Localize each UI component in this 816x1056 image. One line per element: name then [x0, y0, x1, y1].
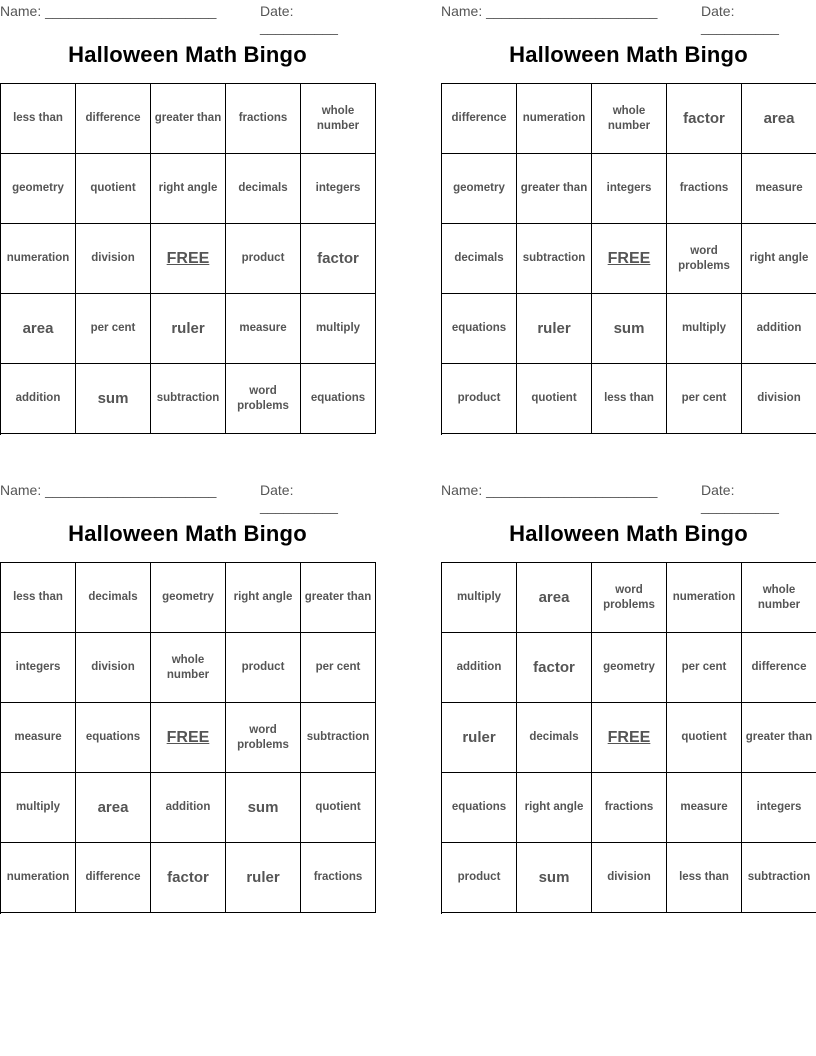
bingo-cell[interactable]: addition [1, 364, 76, 434]
bingo-cell[interactable]: fractions [301, 843, 376, 913]
bingo-cell[interactable]: decimals [76, 563, 151, 633]
name-field[interactable]: Name: ______________________ [441, 482, 658, 498]
bingo-cell[interactable]: less than [592, 364, 667, 434]
bingo-cell[interactable]: quotient [301, 773, 376, 843]
bingo-cell[interactable]: division [592, 843, 667, 913]
bingo-cell[interactable]: integers [1, 633, 76, 703]
bingo-card-3 [0, 479, 375, 919]
bingo-cell[interactable]: geometry [592, 633, 667, 703]
bingo-cell[interactable]: integers [742, 773, 816, 843]
bingo-cell[interactable]: quotient [517, 364, 592, 434]
free-space-cell[interactable]: FREE [151, 224, 226, 294]
bingo-grid [0, 562, 376, 914]
free-space-cell[interactable]: FREE [592, 703, 667, 773]
name-field[interactable]: Name: ______________________ [441, 3, 658, 19]
bingo-cell[interactable]: numeration [1, 224, 76, 294]
name-date-row [441, 482, 816, 514]
bingo-cell[interactable]: ruler [151, 294, 226, 364]
bingo-cell[interactable]: product [226, 224, 301, 294]
bingo-cell[interactable]: numeration [667, 563, 742, 633]
bingo-cell[interactable]: area [517, 563, 592, 633]
bingo-cell[interactable]: greater than [517, 154, 592, 224]
bingo-cell[interactable]: product [442, 364, 517, 434]
bingo-cell[interactable]: right angle [151, 154, 226, 224]
bingo-cell[interactable]: integers [301, 154, 376, 224]
bingo-cell[interactable]: division [76, 224, 151, 294]
bingo-cell[interactable]: geometry [442, 154, 517, 224]
bingo-cell[interactable]: factor [151, 843, 226, 913]
bingo-cell[interactable]: multiply [1, 773, 76, 843]
bingo-cell[interactable]: product [226, 633, 301, 703]
bingo-cell[interactable]: greater than [151, 84, 226, 154]
bingo-cell[interactable]: ruler [226, 843, 301, 913]
bingo-cell[interactable]: integers [592, 154, 667, 224]
bingo-cell[interactable]: subtraction [301, 703, 376, 773]
free-space-cell[interactable]: FREE [592, 224, 667, 294]
bingo-cell[interactable]: product [442, 843, 517, 913]
bingo-cell[interactable]: sum [226, 773, 301, 843]
bingo-cell[interactable]: division [742, 364, 816, 434]
bingo-cell[interactable]: word problems [226, 703, 301, 773]
bingo-cell[interactable]: less than [1, 84, 76, 154]
bingo-cell[interactable]: ruler [517, 294, 592, 364]
bingo-cell[interactable]: greater than [742, 703, 816, 773]
card-title: Halloween Math Bingo [68, 42, 307, 67]
bingo-cell[interactable]: greater than [301, 563, 376, 633]
bingo-cell[interactable]: multiply [442, 563, 517, 633]
bingo-cell[interactable]: factor [301, 224, 376, 294]
bingo-cell[interactable]: difference [742, 633, 816, 703]
bingo-cell[interactable]: numeration [517, 84, 592, 154]
bingo-cell[interactable]: equations [442, 294, 517, 364]
bingo-cell[interactable]: difference [76, 84, 151, 154]
bingo-cell[interactable]: decimals [517, 703, 592, 773]
bingo-cell[interactable]: per cent [667, 633, 742, 703]
bingo-cell[interactable]: word problems [592, 563, 667, 633]
bingo-cell[interactable]: fractions [226, 84, 301, 154]
bingo-cell[interactable]: difference [442, 84, 517, 154]
bingo-cell[interactable]: per cent [667, 364, 742, 434]
bingo-cell[interactable]: subtraction [151, 364, 226, 434]
bingo-grid [441, 83, 816, 435]
bingo-cell[interactable]: right angle [226, 563, 301, 633]
bingo-cell[interactable]: per cent [301, 633, 376, 703]
bingo-cell[interactable]: difference [76, 843, 151, 913]
bingo-cell[interactable]: measure [226, 294, 301, 364]
date-field[interactable]: Date: __________ [260, 482, 338, 514]
bingo-cell[interactable]: geometry [1, 154, 76, 224]
bingo-cell[interactable]: fractions [667, 154, 742, 224]
bingo-cell[interactable]: equations [301, 364, 376, 434]
bingo-cell[interactable]: factor [667, 84, 742, 154]
bingo-card-2 [441, 0, 816, 440]
bingo-cell[interactable]: measure [742, 154, 816, 224]
bingo-card-4 [441, 479, 816, 919]
name-date-row [0, 482, 375, 514]
bingo-cell[interactable]: right angle [742, 224, 816, 294]
bingo-cell[interactable]: per cent [76, 294, 151, 364]
date-field[interactable]: Date: __________ [701, 482, 779, 514]
bingo-cell[interactable]: word problems [226, 364, 301, 434]
bingo-cell[interactable]: quotient [76, 154, 151, 224]
bingo-cell[interactable]: division [76, 633, 151, 703]
bingo-cell[interactable]: whole number [592, 84, 667, 154]
card-title: Halloween Math Bingo [509, 42, 748, 67]
bingo-cell[interactable]: equations [442, 773, 517, 843]
card-title: Halloween Math Bingo [68, 521, 307, 546]
bingo-cell[interactable]: whole number [301, 84, 376, 154]
bingo-cell[interactable]: factor [517, 633, 592, 703]
bingo-cell[interactable]: measure [1, 703, 76, 773]
bingo-cell[interactable]: sum [592, 294, 667, 364]
bingo-cell[interactable]: ruler [442, 703, 517, 773]
bingo-cell[interactable]: whole number [151, 633, 226, 703]
bingo-grid [0, 83, 376, 435]
bingo-grid [441, 562, 816, 914]
card-title: Halloween Math Bingo [509, 521, 748, 546]
bingo-cell[interactable]: decimals [442, 224, 517, 294]
bingo-cell[interactable]: fractions [592, 773, 667, 843]
bingo-cell[interactable]: decimals [226, 154, 301, 224]
bingo-cell[interactable]: subtraction [517, 224, 592, 294]
bingo-cell[interactable]: numeration [1, 843, 76, 913]
name-date-row [0, 3, 375, 35]
bingo-cell[interactable]: addition [442, 633, 517, 703]
free-space-cell[interactable]: FREE [151, 703, 226, 773]
bingo-cell[interactable]: sum [517, 843, 592, 913]
bingo-cell[interactable]: area [76, 773, 151, 843]
name-field[interactable]: Name: ______________________ [0, 3, 217, 19]
bingo-cell[interactable]: multiply [301, 294, 376, 364]
bingo-cell[interactable]: addition [151, 773, 226, 843]
date-field[interactable]: Date: __________ [260, 3, 338, 35]
bingo-cell[interactable]: word problems [667, 224, 742, 294]
bingo-cell[interactable]: measure [667, 773, 742, 843]
bingo-cell[interactable]: area [1, 294, 76, 364]
bingo-cell[interactable]: addition [742, 294, 816, 364]
bingo-cell[interactable]: less than [667, 843, 742, 913]
name-field[interactable]: Name: ______________________ [0, 482, 217, 498]
bingo-cell[interactable]: area [742, 84, 816, 154]
bingo-cell[interactable]: less than [1, 563, 76, 633]
bingo-card-1 [0, 0, 375, 440]
bingo-cell[interactable]: equations [76, 703, 151, 773]
name-date-row [441, 3, 816, 35]
bingo-cell[interactable]: right angle [517, 773, 592, 843]
bingo-cell[interactable]: quotient [667, 703, 742, 773]
bingo-cell[interactable]: subtraction [742, 843, 816, 913]
bingo-cell[interactable]: whole number [742, 563, 816, 633]
date-field[interactable]: Date: __________ [701, 3, 779, 35]
bingo-cell[interactable]: geometry [151, 563, 226, 633]
bingo-cell[interactable]: sum [76, 364, 151, 434]
bingo-cell[interactable]: multiply [667, 294, 742, 364]
